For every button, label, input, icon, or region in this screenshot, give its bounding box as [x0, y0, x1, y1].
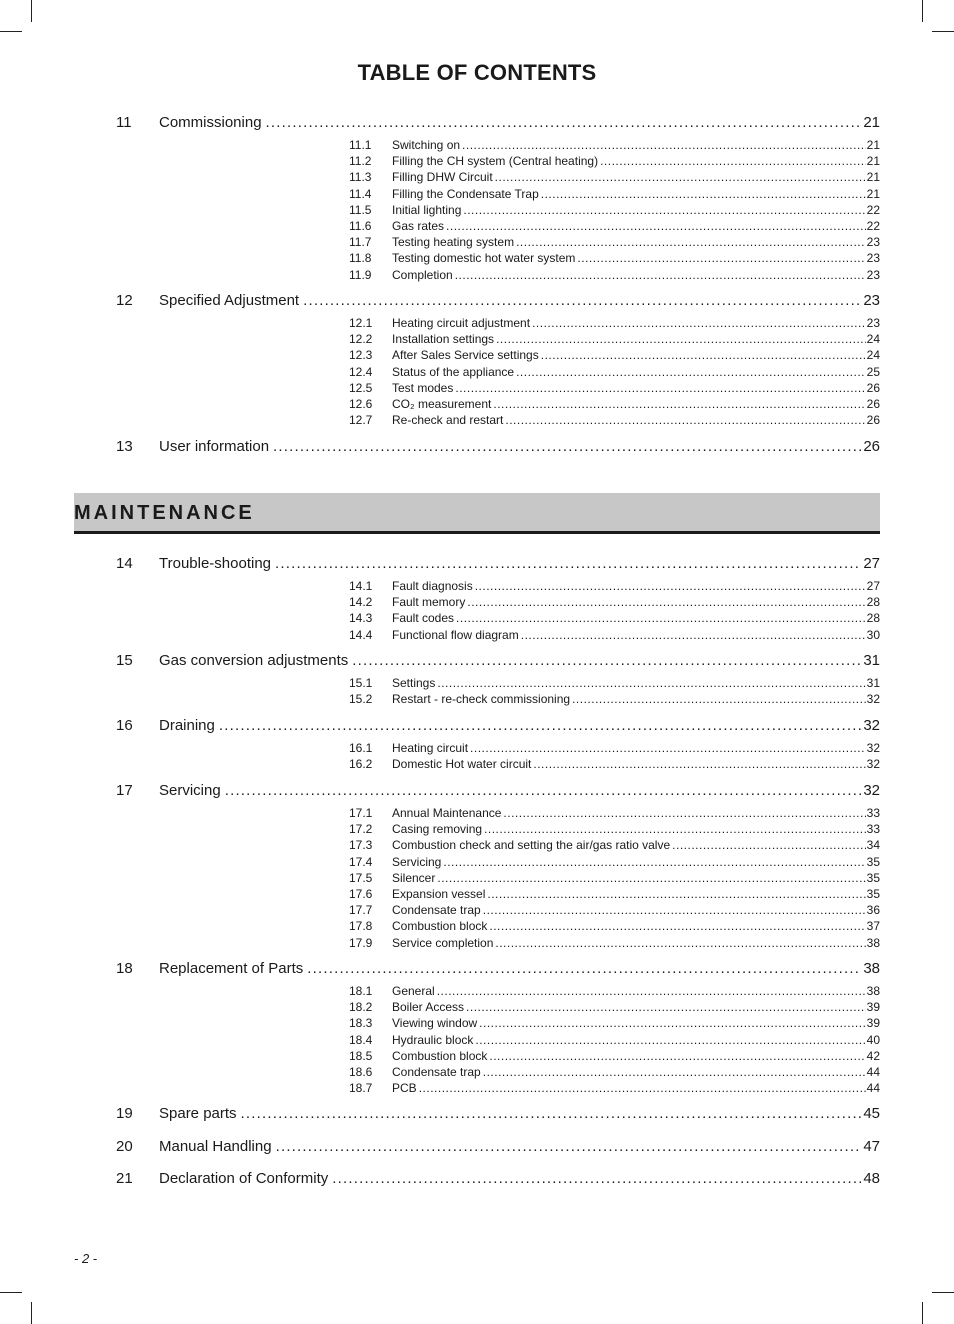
subsection-title: Hydraulic block	[392, 1032, 474, 1047]
toc-subsection-entry[interactable]	[349, 1080, 880, 1096]
toc-chapter-entry[interactable]	[116, 291, 880, 311]
crop-mark	[932, 31, 954, 32]
toc-subsection-entry[interactable]	[349, 1032, 880, 1048]
subsection-number: 14.4	[349, 627, 373, 642]
subsection-number: 18.5	[349, 1048, 373, 1063]
toc-subsection-entry[interactable]	[349, 902, 880, 918]
leader-dots	[443, 854, 865, 870]
toc-subsection-entry[interactable]	[349, 854, 880, 870]
subsection-title: Status of the appliance	[392, 364, 515, 379]
leader-dots	[470, 740, 866, 756]
toc-subsection-entry[interactable]	[349, 1064, 880, 1080]
subsection-number: 18.1	[349, 984, 373, 998]
subsection-page: 23	[866, 267, 880, 282]
subsection-title: Fault memory	[392, 595, 466, 610]
subsection-page: 24	[866, 332, 880, 347]
chapter-number: 15	[116, 652, 133, 669]
subsection-title: Filling the Condensate Trap	[392, 186, 539, 201]
leader-dots	[266, 113, 862, 133]
page-number: - 2 -	[74, 1251, 98, 1266]
subsection-page: 39	[866, 1000, 880, 1015]
leader-dots	[455, 380, 865, 396]
toc-subsection-entry[interactable]	[349, 412, 880, 428]
subsection-page: 27	[866, 579, 880, 593]
toc-subsection-entry[interactable]	[349, 218, 880, 234]
toc-subsection-entry[interactable]	[349, 364, 880, 380]
crop-mark	[932, 1292, 954, 1293]
subsection-page: 22	[866, 202, 880, 217]
subsection-title: Filling the CH system (Central heating)	[392, 154, 599, 169]
toc-subsection-entry[interactable]	[349, 169, 880, 185]
toc-subsection-entry[interactable]	[349, 347, 880, 363]
chapter-title: Trouble-shooting	[159, 555, 272, 572]
subsection-page: 21	[866, 186, 880, 201]
subsection-title: Initial lighting	[392, 202, 462, 217]
chapter-number: 21	[116, 1170, 133, 1187]
chapter-page: 32	[863, 717, 880, 734]
subsection-title: Domestic Hot water circuit	[392, 757, 532, 772]
toc-subsection-entry[interactable]	[349, 675, 880, 691]
chapter-page: 32	[863, 782, 880, 799]
leader-dots	[303, 291, 861, 311]
toc-subsection-entry[interactable]	[349, 756, 880, 772]
toc-chapter-entry[interactable]	[116, 1137, 880, 1157]
subsection-page: 26	[866, 397, 880, 411]
leader-dots	[493, 396, 865, 412]
leader-dots	[475, 1032, 865, 1048]
subsection-page: 25	[866, 364, 880, 379]
leader-dots	[572, 691, 866, 707]
toc-subsection-entry[interactable]	[349, 202, 880, 218]
leader-dots	[541, 186, 866, 202]
subsection-number: 11.8	[349, 251, 372, 266]
subsection-number: 18.6	[349, 1065, 373, 1079]
toc-subsection-entry[interactable]	[349, 594, 880, 610]
subsection-number: 11.4	[349, 186, 372, 201]
subsection-page: 21	[866, 154, 880, 169]
subsection-title: CO₂ measurement	[392, 397, 492, 411]
subsection-title: Testing domestic hot water system	[392, 251, 576, 266]
leader-dots	[532, 315, 866, 331]
subsection-page: 40	[866, 1032, 880, 1047]
subsection-number: 11.1	[349, 138, 372, 152]
chapter-page: 27	[863, 555, 880, 572]
subsection-title: Service completion	[392, 935, 494, 950]
subsection-title: Annual Maintenance	[392, 806, 502, 820]
subsection-page: 44	[866, 1065, 880, 1079]
subsection-number: 12.6	[349, 397, 373, 411]
subsection-page: 42	[866, 1048, 880, 1063]
subsection-number: 12.4	[349, 364, 373, 379]
chapter-number: 13	[116, 438, 133, 455]
subsection-page: 37	[866, 919, 880, 934]
chapter-title: Manual Handling	[159, 1138, 272, 1155]
leader-dots	[467, 594, 865, 610]
subsection-number: 12.5	[349, 380, 373, 395]
subsection-page: 35	[866, 887, 880, 901]
subsection-number: 17.5	[349, 870, 373, 885]
leader-dots	[489, 918, 865, 934]
chapter-title: Declaration of Conformity	[159, 1170, 329, 1187]
page-title: TABLE OF CONTENTS	[357, 60, 597, 85]
toc-subsection-entry[interactable]	[349, 267, 880, 283]
subsection-page: 44	[866, 1081, 880, 1096]
subsection-number: 11.9	[349, 267, 372, 282]
toc-subsection-entry[interactable]	[349, 610, 880, 626]
subsection-title: Combustion block	[392, 919, 488, 934]
chapter-page: 31	[863, 652, 880, 669]
toc-subsection-entry[interactable]	[349, 1015, 880, 1031]
chapter-title: Servicing	[159, 782, 221, 799]
subsection-number: 16.2	[349, 757, 373, 772]
crop-mark	[0, 1292, 22, 1293]
subsection-number: 17.7	[349, 903, 373, 918]
subsection-page: 28	[866, 595, 880, 610]
toc-subsection-entry[interactable]	[349, 578, 880, 594]
leader-dots	[419, 1080, 866, 1096]
leader-dots	[487, 886, 865, 902]
subsection-page: 33	[866, 822, 880, 837]
leader-dots	[505, 412, 865, 428]
leader-dots	[672, 837, 865, 853]
leader-dots	[489, 1048, 865, 1064]
leader-dots	[495, 169, 866, 185]
chapter-title: User information	[159, 438, 270, 455]
subsection-page: 28	[866, 611, 880, 626]
toc-subsection-entry[interactable]	[349, 137, 880, 153]
toc-subsection-entry[interactable]	[349, 918, 880, 934]
subsection-title: Condensate trap	[392, 903, 481, 918]
toc-subsection-entry[interactable]	[349, 870, 880, 886]
toc-chapter-entry[interactable]	[116, 781, 880, 801]
subsection-page: 35	[866, 854, 880, 869]
subsection-page: 36	[866, 903, 880, 918]
subsection-title: Fault codes	[392, 611, 455, 626]
subsection-number: 16.1	[349, 741, 373, 755]
toc-chapter-entry[interactable]	[116, 651, 880, 671]
subsection-title: Switching on	[392, 138, 461, 152]
crop-mark	[31, 0, 32, 22]
subsection-page: 31	[866, 676, 880, 690]
subsection-page: 33	[866, 806, 880, 820]
subsection-page: 38	[866, 935, 880, 950]
subsection-title: Settings	[392, 676, 436, 690]
subsection-title: Installation settings	[392, 332, 495, 347]
leader-dots	[273, 437, 861, 457]
leader-dots	[516, 234, 866, 250]
subsection-number: 17.9	[349, 935, 373, 950]
leader-dots	[516, 364, 866, 380]
subsection-page: 23	[866, 251, 880, 266]
subsection-number: 17.6	[349, 887, 373, 901]
leader-dots	[495, 935, 865, 951]
leader-dots	[437, 870, 865, 886]
subsection-title: Boiler Access	[392, 1000, 465, 1015]
subsection-title: Functional flow diagram	[392, 627, 519, 642]
subsection-title: Heating circuit adjustment	[392, 316, 531, 330]
subsection-title: Combustion check and setting the air/gas ratio valve	[392, 838, 671, 853]
chapter-title: Gas conversion adjustments	[159, 652, 349, 669]
toc-chapter-entry[interactable]	[116, 716, 880, 736]
leader-dots	[225, 781, 862, 801]
chapter-title: Specified Adjustment	[159, 292, 300, 309]
toc-subsection-entry[interactable]	[349, 627, 880, 643]
subsection-title: Restart - re-check commissioning	[392, 692, 571, 707]
toc-chapter-entry[interactable]	[116, 959, 880, 979]
chapter-number: 20	[116, 1138, 133, 1155]
subsection-page: 26	[866, 413, 880, 428]
toc-chapter-entry[interactable]	[116, 1104, 880, 1124]
toc-subsection-entry[interactable]	[349, 250, 880, 266]
toc-subsection-entry[interactable]	[349, 396, 880, 412]
toc-chapter-entry[interactable]	[116, 554, 880, 574]
leader-dots	[462, 137, 866, 153]
toc-subsection-entry[interactable]	[349, 983, 880, 999]
subsection-number: 14.1	[349, 579, 373, 593]
leader-dots	[437, 675, 865, 691]
chapter-number: 12	[116, 292, 133, 309]
subsection-page: 34	[866, 838, 880, 853]
subsection-number: 18.7	[349, 1081, 373, 1096]
leader-dots	[275, 554, 861, 574]
toc-subsection-entry[interactable]	[349, 691, 880, 707]
subsection-page: 24	[866, 348, 880, 363]
leader-dots	[483, 1064, 866, 1080]
chapter-number: 16	[116, 717, 133, 734]
leader-dots	[352, 651, 861, 671]
toc-subsection-entry[interactable]	[349, 886, 880, 902]
subsection-number: 12.3	[349, 348, 373, 363]
chapter-page: 21	[863, 114, 880, 131]
toc-chapter-entry[interactable]	[116, 437, 880, 457]
toc-subsection-entry[interactable]	[349, 1048, 880, 1064]
subsection-title: Fault diagnosis	[392, 579, 473, 593]
toc-subsection-entry[interactable]	[349, 234, 880, 250]
subsection-title: Viewing window	[392, 1016, 478, 1031]
subsection-page: 32	[866, 741, 880, 755]
subsection-page: 23	[866, 235, 880, 250]
leader-dots	[475, 578, 866, 594]
toc-subsection-entry[interactable]	[349, 186, 880, 202]
subsection-number: 17.3	[349, 838, 373, 853]
subsection-page: 38	[866, 984, 880, 998]
leader-dots	[533, 756, 865, 772]
subsection-number: 11.6	[349, 219, 372, 233]
chapter-page: 47	[863, 1138, 880, 1155]
leader-dots	[219, 716, 861, 736]
toc-chapter-entry[interactable]	[116, 113, 880, 133]
crop-mark	[0, 31, 22, 32]
leader-dots	[455, 267, 866, 283]
chapter-title: Commissioning	[159, 114, 262, 131]
subsection-page: 26	[866, 380, 880, 395]
subsection-page: 21	[866, 170, 880, 185]
subsection-number: 17.2	[349, 822, 373, 837]
leader-dots	[332, 1169, 861, 1189]
leader-dots	[484, 821, 866, 837]
leader-dots	[463, 202, 865, 218]
toc-subsection-entry[interactable]	[349, 153, 880, 169]
subsection-page: 22	[866, 219, 880, 233]
subsection-number: 12.2	[349, 332, 373, 347]
section-banner	[74, 493, 880, 534]
subsection-number: 18.2	[349, 1000, 373, 1015]
toc-subsection-entry[interactable]	[349, 331, 880, 347]
subsection-number: 18.4	[349, 1032, 373, 1047]
crop-mark	[31, 1302, 32, 1324]
toc-subsection-entry[interactable]	[349, 821, 880, 837]
subsection-page: 35	[866, 870, 880, 885]
chapter-number: 14	[116, 555, 133, 572]
subsection-number: 11.5	[349, 202, 372, 217]
subsection-title: Casing removing	[392, 822, 483, 837]
subsection-number: 11.2	[349, 154, 372, 169]
leader-dots	[307, 959, 861, 979]
subsection-page: 32	[866, 757, 880, 772]
subsection-title: Combustion block	[392, 1048, 488, 1063]
subsection-number: 14.3	[349, 611, 373, 626]
subsection-title: Silencer	[392, 870, 436, 885]
chapter-number: 11	[116, 114, 132, 131]
subsection-number: 15.2	[349, 692, 373, 707]
leader-dots	[496, 331, 866, 347]
subsection-number: 12.1	[349, 316, 373, 330]
subsection-page: 30	[866, 627, 880, 642]
toc-subsection-entry[interactable]	[349, 999, 880, 1015]
chapter-page: 26	[863, 438, 880, 455]
chapter-page: 38	[863, 960, 880, 977]
chapter-title: Spare parts	[159, 1105, 237, 1122]
leader-dots	[446, 218, 866, 234]
crop-mark	[922, 0, 923, 22]
subsection-title: Condensate trap	[392, 1065, 481, 1079]
toc-subsection-entry[interactable]	[349, 805, 880, 821]
subsection-title: After Sales Service settings	[392, 348, 539, 363]
leader-dots	[541, 347, 866, 363]
subsection-title: Heating circuit	[392, 741, 469, 755]
subsection-title: Gas rates	[392, 219, 445, 233]
subsection-number: 14.2	[349, 595, 373, 610]
subsection-number: 18.3	[349, 1016, 373, 1031]
chapter-page: 23	[863, 292, 880, 309]
toc-chapter-entry[interactable]	[116, 1169, 880, 1189]
chapter-title: Replacement of Parts	[159, 960, 304, 977]
subsection-title: Completion	[392, 267, 453, 282]
section-banner-label: MAINTENANCE	[74, 502, 255, 524]
subsection-title: Servicing	[392, 854, 442, 869]
subsection-page: 39	[866, 1016, 880, 1031]
subsection-number: 17.1	[349, 806, 373, 820]
subsection-number: 11.7	[349, 235, 372, 250]
toc-subsection-entry[interactable]	[349, 935, 880, 951]
subsection-title: Filling DHW Circuit	[392, 170, 493, 185]
chapter-title: Draining	[159, 717, 215, 734]
subsection-number: 11.3	[349, 170, 372, 185]
crop-mark	[922, 1302, 923, 1324]
leader-dots	[241, 1104, 862, 1124]
chapter-page: 48	[863, 1170, 880, 1187]
leader-dots	[503, 805, 865, 821]
leader-dots	[577, 250, 865, 266]
chapter-number: 18	[116, 960, 133, 977]
subsection-number: 15.1	[349, 676, 373, 690]
subsection-number: 17.4	[349, 854, 373, 869]
subsection-page: 32	[866, 692, 880, 707]
leader-dots	[437, 983, 866, 999]
chapter-number: 19	[116, 1105, 133, 1122]
subsection-title: General	[392, 984, 435, 998]
leader-dots	[600, 153, 866, 169]
chapter-number: 17	[116, 782, 133, 799]
subsection-number: 12.7	[349, 413, 373, 428]
chapter-page: 45	[863, 1105, 880, 1122]
subsection-title: PCB	[392, 1081, 417, 1096]
subsection-page: 23	[866, 316, 880, 330]
subsection-title: Re-check and restart	[392, 413, 504, 428]
toc-subsection-entry[interactable]	[349, 315, 880, 331]
subsection-title: Test modes	[392, 380, 454, 395]
leader-dots	[479, 1015, 865, 1031]
leader-dots	[521, 627, 866, 643]
subsection-page: 21	[866, 138, 880, 152]
leader-dots	[483, 902, 866, 918]
subsection-title: Expansion vessel	[392, 887, 486, 901]
subsection-title: Testing heating system	[392, 235, 515, 250]
toc-subsection-entry[interactable]	[349, 837, 880, 853]
toc-subsection-entry[interactable]	[349, 380, 880, 396]
toc-subsection-entry[interactable]	[349, 740, 880, 756]
subsection-number: 17.8	[349, 919, 373, 934]
leader-dots	[456, 610, 866, 626]
leader-dots	[276, 1137, 862, 1157]
leader-dots	[466, 999, 866, 1015]
